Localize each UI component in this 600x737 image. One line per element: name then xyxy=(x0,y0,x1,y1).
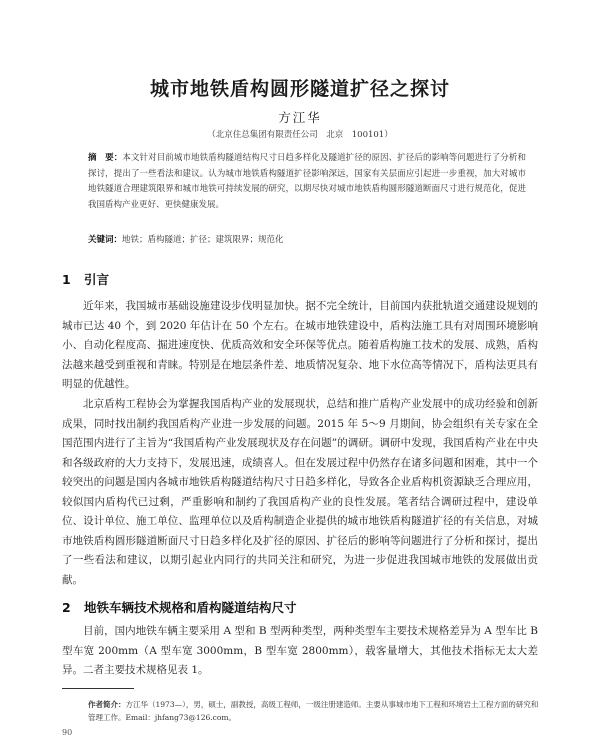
author-affiliation: （北京住总集团有限责任公司 北京 100101） xyxy=(207,130,393,140)
page-number: 90 xyxy=(62,728,73,737)
abstract-text: 本文针对目前城市地铁盾构隧道结构尺寸日趋多样化及隧道扩径的原因、扩径后的影响等问题进行了分析和探讨，提出了一些看法和建议。认为城市地铁盾构隧道扩径影响深远，国家有关层面应引起进一步重视，加大对城市地铁隧道合理建筑限界和城市地铁可持续发展的研究，以期尽快对城市地铁盾构圆形隧道断面尺寸进行规范化，促进我国盾构产业更好、更快健康发展。 xyxy=(88,153,526,210)
author-footnote xyxy=(88,698,540,724)
section-1-number: 1 xyxy=(62,272,71,287)
section-2-number: 2 xyxy=(62,600,71,615)
section-1-paragraph-2: 北京盾构工程协会为掌握我国盾构产业的发展现状，总结和推广盾构产业发展中的成功经验和创新成果，同时找出制约我国盾构产业进一步发展的问题。2015 年 5～9 月期间，协会组织有关专家在全国范围内进行了主旨为“我国盾构产业发展现状及存在问题”的调研。调研中发现，我国盾构产业在中央和各级政府的大力支持下，发展迅速，成绩喜人。但在发展过程中仍然存在诸多问题和困难，其中一个较突出的问题是国内各城市地铁盾构隧道结构尺寸日趋多样化，导致各企业盾构机资源缺乏合理应用，较似国内盾构代已过剩，严重影响和制约了我国盾构产业的良性发展。笔者结合调研过程中，建设单位、设计单位、施工单位、监理单位以及盾构制造企业提供的城市地铁盾构隧道扩径的有关信息，对城市地铁盾构圆形隧道断面尺寸日趋多样化及扩径的原因、扩径后的影响等问题进行了分析和探讨，提出了一些看法和建议，以期引起业内同行的共同关注和研究，为进一步促进我国城市地铁的发展做出贡献。 xyxy=(62,398,538,586)
abstract-label: 摘 要： xyxy=(88,153,123,163)
section-1-title: 引言 xyxy=(84,272,110,287)
keywords-text: 地铁；盾构隧道；扩径；建筑限界；规范化 xyxy=(122,235,284,245)
section-2-heading xyxy=(62,598,297,616)
footnote-divider xyxy=(62,688,134,689)
section-1-heading xyxy=(62,270,109,288)
keywords-label: 关键词： xyxy=(88,235,123,245)
paper-title: 城市地铁盾构圆形隧道扩径之探讨 xyxy=(149,78,450,100)
author-name: 方江华 xyxy=(278,110,322,125)
footnote-text: 方江华（1973—），男，硕士，副教授，高级工程师，一级注册建造师。主要从事城市地下工程和环境岩土工程方面的研究和管理工作。Email：jhfang73@126.com。 xyxy=(88,700,539,722)
footnote-label: 作者简介： xyxy=(88,700,126,709)
section-2-paragraph-1: 目前，国内地铁车辆主要采用 A 型和 B 型两种类型，两种类型车主要技术规格差异为 A 型车比 B 型车宽 200mm（A 型车宽 3000mm，B 型车宽 2800mm），载客量增大，其他技术指标无太大差异。二者主要技术规格见表 1。 xyxy=(62,625,538,676)
section-1-paragraph-1: 近年来，我国城市基础设施建设步伐明显加快。据不完全统计，目前国内获批轨道交通建设规划的城市已达 40 个，到 2020 年估计在 50 个左右。在城市地铁建设中，盾构法施工具有对周围环境影响小、自动化程度高、掘进速度快、优质高效和安全环保等优点。随着盾构施工技术的发展、成熟，盾构法越来越受到重视和青睐。特别是在地层条件差、地质情况复杂、地下水位高等情况下，盾构法更具有明显的优越性。 xyxy=(62,300,538,390)
keywords xyxy=(88,233,526,245)
section-2-title: 地铁车辆技术规格和盾构隧道结构尺寸 xyxy=(84,600,297,615)
abstract xyxy=(88,151,526,213)
